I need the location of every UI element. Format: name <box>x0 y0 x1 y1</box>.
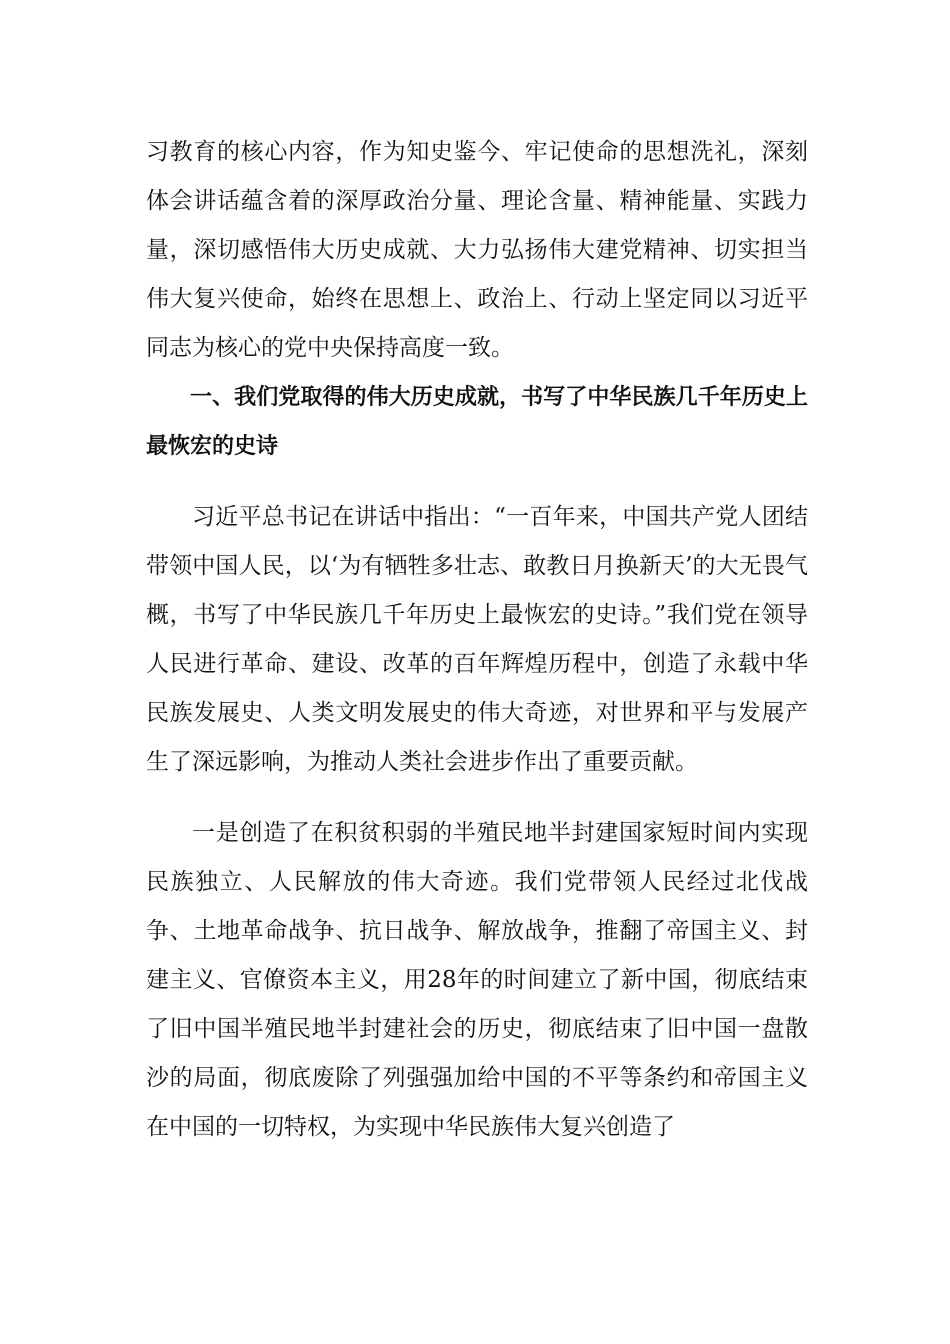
document-page <box>146 128 808 1152</box>
section-heading: 一、我们党取得的伟大历史成就，书写了中华民族几千年历史上最恢宏的史诗 <box>146 385 808 459</box>
paragraph-first-point: 一是创造了在积贫积弱的半殖民地半封建国家短时间内实现民族独立、人民解放的伟大奇迹。我们党带领人民经过北伐战争、土地革命战争、抗日战争、解放战争，推翻了帝国主义、封建主义、官僚资本主义，用28年的时间建立了新中国，彻底结束了旧中国半殖民地半封建社会的历史，彻底结束了旧中国一盘散沙的局面，彻底废除了列强强加给中国的不平等条约和帝国主义在中国的一切特权，为实现中华民族伟大复兴创造了 <box>146 820 808 1140</box>
paragraph-quote: 习近平总书记在讲话中指出：“一百年来，中国共产党人团结带领中国人民，以‘为有牺牲多壮志、敢教日月换新天’的大无畏气概，书写了中华民族几千年历史上最恢宏的史诗。”我们党在领导人民进行革命、建设、改革的百年辉煌历程中，创造了永载中华民族发展史、人类文明发展史的伟大奇迹，对世界和平与发展产生了深远影响，为推动人类社会进步作出了重要贡献。 <box>146 504 808 775</box>
paragraph-continuation: 习教育的核心内容，作为知史鉴今、牢记使命的思想洗礼，深刻体会讲话蕴含着的深厚政治分量、理论含量、精神能量、实践力量，深切感悟伟大历史成就、大力弘扬伟大建党精神、切实担当伟大复兴使命，始终在思想上、政治上、行动上坚定同以习近平同志为核心的党中央保持高度一致。 <box>146 139 808 361</box>
